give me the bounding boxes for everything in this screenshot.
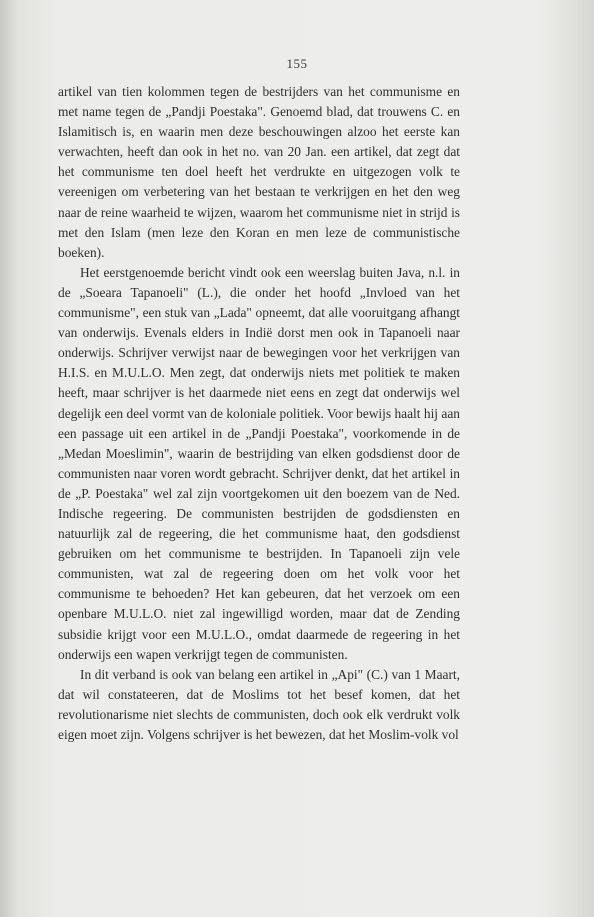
paragraph-2: Het eerstgenoemde bericht vindt ook een weerslag buiten Java, n.l. in de „Soeara Tapanoeli" (L.), die onder het hoofd „Invloed van het communisme", een stuk van „Lada" opneemt, dat alle vooruitgang afhangt van onderwijs. Evenals elders in Indië dorst men ook in Tapanoeli naar onderwijs. Schrijver verwijst naar de bewegingen voor het verkrijgen van H.I.S. en M.U.L.O. Men zegt, dat onderwijs niets met politiek te maken heeft, maar schrijver is het daarmede niet eens en zegt dat onderwijs wel degelijk een deel vormt van de koloniale politiek. Voor bewijs haalt hij aan een passage uit een artikel in de „Pandji Poestaka", voorkomende in de „Medan Moeslimin", waarin de bestrijding van elken godsdienst door de communisten naar voren wordt gebracht. Schrijver denkt, dat het artikel in de „P. Poestaka" wel zal zijn voortgekomen uit den boezem van de Ned. Indische regeering. De communisten bestrijden de godsdiensten en natuurlijk zal de regeering, die het communisme haat, den godsdienst gebruiken om het communisme te bestrijden. In Tapanoeli zijn vele communisten, wat zal de regeering doen om het volk voor het communisme te behoeden? Het kan gebeuren, dat het verzoek om een openbare M.U.L.O. niet zal ingewilligd worden, maar dat de Zending subsidie krijgt voor een M.U.L.O., omdat daarmede de regeering in het onderwijs een wapen verkrijgt tegen de communisten. [58,264,460,662]
page-number: 155 [286,56,308,71]
body-text [58,82,460,745]
paragraph-1: artikel van tien kolommen tegen de bestrijders van het communisme en met name tegen de „Pandji Poestaka". Genoemd blad, dat trouwens C. en Islamitisch is, en waarin men deze beschouwingen alzoo het eerste kan verwachten, heeft dan ook in het no. van 20 Jan. een artikel, dat zegt dat het communisme ten doel heeft het verdrukte en uitgezogen volk te vereenigen om verbetering van het bestaan te verkrijgen en het den weg naar de reine waarheid te wijzen, waarom het communisme niet in strijd is met den Islam (men leze den Koran en men leze de communistische boeken). [58,84,460,260]
paragraph-3: In dit verband is ook van belang een artikel in „Api" (C.) van 1 Maart, dat wil constateeren, dat de Moslims tot het besef komen, dat het revolutionarisme niet slechts de communisten, doch ook elk verdrukt volk eigen moet zijn. Volgens schrijver is het bewezen, dat het Moslim-volk vol [58,666,460,742]
